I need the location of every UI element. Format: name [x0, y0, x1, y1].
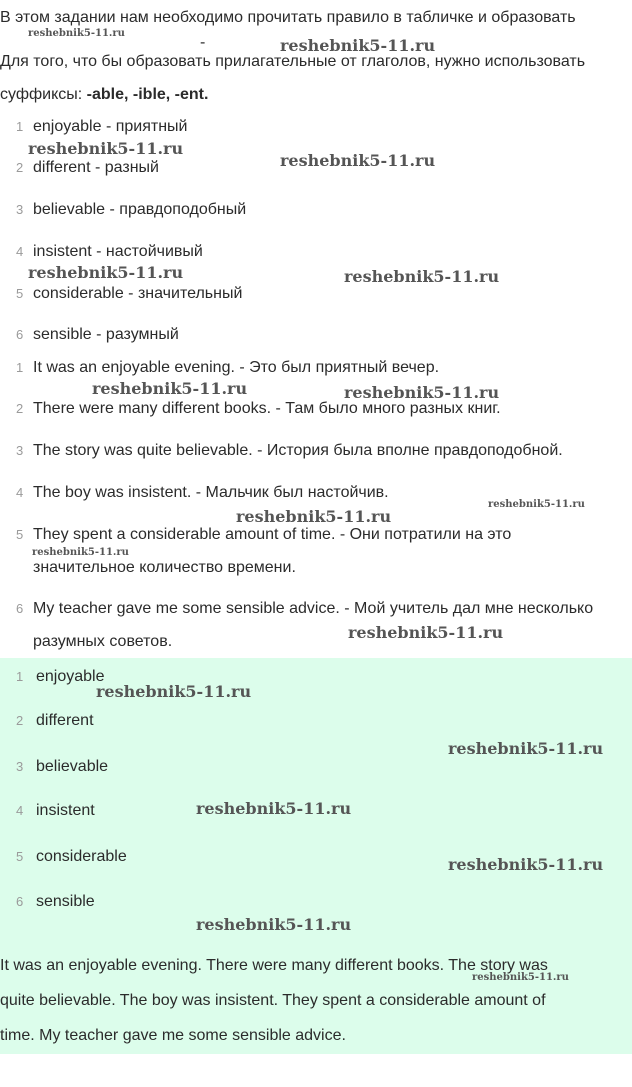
num: 5	[16, 849, 24, 864]
intro-prefix: суффиксы:	[0, 86, 87, 103]
answer-item: considerable	[36, 848, 127, 865]
watermark: reshebnik5-11.ru	[236, 507, 392, 526]
list-item: It was an enjoyable evening. - Это был приятный вечер.	[33, 359, 440, 376]
watermark: reshebnik5-11.ru	[92, 379, 248, 398]
list-item-cont: значительное количество времени.	[33, 559, 296, 576]
answer-item: different	[36, 712, 94, 729]
num: 5	[16, 527, 24, 542]
list-item: They spent a considerable amount of time. - Они потратили на это	[33, 526, 512, 543]
answer-item: insistent	[36, 802, 95, 819]
answer-paragraph-line: quite believable. The boy was insistent. They spent a considerable amount of	[0, 992, 546, 1009]
answer-paragraph-line: time. My teacher gave me some sensible advice.	[0, 1027, 346, 1044]
num: 4	[16, 244, 24, 259]
num: 2	[16, 160, 24, 175]
list-item: believable - правдоподобный	[33, 201, 247, 218]
watermark: reshebnik5-11.ru	[448, 855, 604, 874]
list-item: enjoyable - приятный	[33, 118, 188, 135]
list-item: different - разный	[33, 159, 159, 176]
answer-item: believable	[36, 758, 109, 775]
watermark: reshebnik5-11.ru	[280, 36, 436, 55]
watermark: reshebnik5-11.ru	[472, 972, 569, 983]
suffixes: -able, -ible, -ent.	[86, 86, 209, 103]
watermark: reshebnik5-11.ru	[280, 151, 436, 170]
watermark: reshebnik5-11.ru	[448, 739, 604, 758]
watermark: reshebnik5-11.ru	[28, 263, 184, 282]
num: 6	[16, 894, 24, 909]
intro-line-2: Для того, что бы образовать прилагательные от глаголов, нужно использовать	[0, 53, 586, 70]
list-item: insistent - настойчивый	[33, 243, 203, 260]
num: 3	[16, 202, 24, 217]
watermark: reshebnik5-11.ru	[344, 383, 500, 402]
num: 3	[16, 759, 24, 774]
watermark: reshebnik5-11.ru	[348, 623, 504, 642]
watermark: reshebnik5-11.ru	[28, 28, 125, 39]
answer-item: enjoyable	[36, 668, 105, 685]
list-item: There were many different books. - Там было много разных книг.	[33, 400, 501, 417]
num: 2	[16, 401, 24, 416]
num: 4	[16, 803, 24, 818]
answer-item: sensible	[36, 893, 95, 910]
list-item-cont: разумных советов.	[33, 633, 173, 650]
list-item: The story was quite believable. - История была вполне правдоподобной.	[33, 442, 563, 459]
watermark: reshebnik5-11.ru	[28, 139, 184, 158]
answer-paragraph-line: It was an enjoyable evening. There were many different books. The story was	[0, 957, 548, 974]
list-item: sensible - разумный	[33, 326, 179, 343]
intro-line-1: В этом задании нам необходимо прочитать правило в табличке и образовать	[0, 9, 576, 26]
dash: -	[200, 34, 206, 51]
num: 6	[16, 601, 24, 616]
watermark: reshebnik5-11.ru	[196, 799, 352, 818]
watermark: reshebnik5-11.ru	[32, 547, 129, 558]
num: 4	[16, 485, 24, 500]
num: 1	[16, 669, 24, 684]
list-item: considerable - значительный	[33, 285, 243, 302]
num: 6	[16, 327, 24, 342]
list-item: My teacher gave me some sensible advice. - Мой учитель дал мне несколько	[33, 600, 594, 617]
num: 1	[16, 119, 24, 134]
num: 2	[16, 713, 24, 728]
num: 5	[16, 286, 24, 301]
watermark: reshebnik5-11.ru	[344, 267, 500, 286]
num: 1	[16, 360, 24, 375]
num: 3	[16, 443, 24, 458]
watermark: reshebnik5-11.ru	[488, 499, 585, 510]
intro-line-3	[0, 85, 208, 105]
watermark: reshebnik5-11.ru	[96, 682, 252, 701]
watermark: reshebnik5-11.ru	[196, 915, 352, 934]
list-item: The boy was insistent. - Мальчик был настойчив.	[33, 484, 389, 501]
